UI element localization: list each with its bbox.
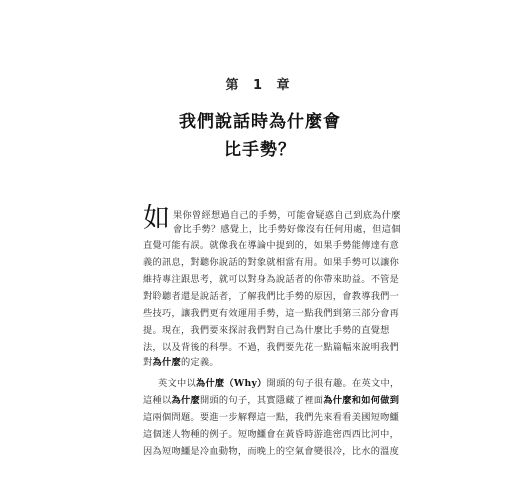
text-line: 這兩個問題。要進一步解釋這一點，我們先來看看美國短吻鱷: [143, 412, 400, 423]
text-line: 些技巧，讓我們更有效運用手勢，這一點我們到第三部分會再: [143, 308, 400, 319]
text-line: 提。現在，我們要來探討我們對自己為什麼比手勢的直覺想: [143, 325, 390, 336]
text-line: 法，以及背後的科學。不過，我們要先花一點篇幅來說明我們: [143, 342, 400, 353]
chapter-label: 第 1 章: [225, 78, 295, 93]
text-line: 因為短吻鱷是冷血動物，而晚上的空氣會變很冷，比水的溫度: [143, 446, 400, 457]
chapter-title-line-2: 比手勢？: [224, 140, 296, 160]
text-line: 直覺可能有誤。就像我在導論中提到的，如果手勢能傳達有意: [143, 240, 400, 251]
text-line: 這種以為什麼開頭的句子，其實隱藏了裡面為什麼和如何做到: [143, 395, 400, 406]
chapter-title-line-1: 我們說話時為什麼會: [179, 112, 341, 132]
text-line: 對為什麼的定義。: [143, 357, 219, 368]
text-line: 義的訊息，對聽你說話的對象就相當有用。如果手勢可以讓你: [143, 257, 400, 268]
emphasis-why-and-how: 為什麼和如何做到: [323, 395, 400, 406]
text-line: 對聆聽者還是說話者，了解我們比手勢的原因，會教導我們一: [143, 291, 400, 302]
drop-cap: 如: [143, 203, 170, 234]
emphasis-why: 為什麼: [152, 357, 181, 368]
text-line: 維持專注跟思考，就可以對身為說話者的你帶來助益。不管是: [143, 274, 400, 285]
text-line: 會比手勢？感覺上，比手勢好像沒有任何用處，但這個: [173, 224, 401, 235]
emphasis-why-english: 為什麼（Why）: [195, 378, 267, 389]
emphasis-why: 為什麼: [171, 395, 200, 406]
text-line: 英文中以為什麼（Why）開頭的句子很有趣。在英文中，: [158, 378, 400, 389]
text-line: 果你曾經想過自己的手勢，可能會疑惑自己到底為什麼: [173, 210, 401, 221]
text-line: 這個迷人物種的例子。短吻鱷會在黃昏時游進密西西比河中，: [143, 429, 400, 440]
